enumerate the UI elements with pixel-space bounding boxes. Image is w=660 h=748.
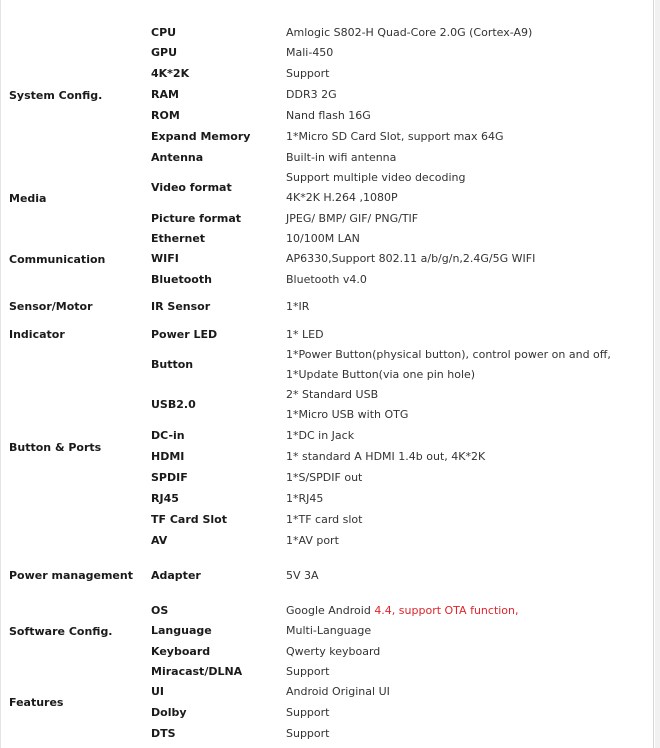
- value-ir-sensor: 1*IR: [286, 300, 310, 313]
- label-spdif: SPDIF: [151, 471, 188, 484]
- value-ui: Android Original UI: [286, 685, 390, 698]
- value-av: 1*AV port: [286, 534, 339, 547]
- label-dts: DTS: [151, 727, 176, 740]
- value-cpu: Amlogic S802-H Quad-Core 2.0G (Cortex-A9): [286, 26, 533, 39]
- label-miracast-dlna: Miracast/DLNA: [151, 665, 243, 678]
- label-hdmi: HDMI: [151, 450, 185, 463]
- value-bluetooth: Bluetooth v4.0: [286, 273, 367, 286]
- label-antenna: Antenna: [151, 151, 204, 164]
- label-picture-format: Picture format: [151, 212, 242, 225]
- label-gpu: GPU: [151, 46, 178, 59]
- label-language: Language: [151, 624, 212, 637]
- value-rom: Nand flash 16G: [286, 109, 371, 122]
- category-indicator: Indicator: [9, 328, 65, 341]
- category-power-management: Power management: [9, 569, 133, 582]
- label-av: AV: [151, 534, 168, 547]
- label-ir-sensor: IR Sensor: [151, 300, 211, 313]
- label-adapter: Adapter: [151, 569, 201, 582]
- label-dolby: Dolby: [151, 706, 187, 719]
- value-gpu: Mali-450: [286, 46, 334, 59]
- value-os: [286, 604, 519, 617]
- value-4k2k: Support: [286, 67, 330, 80]
- value-spdif: 1*S/SPDIF out: [286, 471, 363, 484]
- value-os-plain: Google Android: [286, 604, 375, 617]
- label-rj45: RJ45: [151, 492, 179, 505]
- label-usb20: USB2.0: [151, 398, 196, 411]
- category-button-ports: Button & Ports: [9, 441, 102, 454]
- value-antenna: Built-in wifi antenna: [286, 151, 397, 164]
- value-adapter: 5V 3A: [286, 569, 319, 582]
- label-button: Button: [151, 358, 194, 371]
- value-wifi: AP6330,Support 802.11 a/b/g/n,2.4G/5G WIFI: [286, 252, 536, 265]
- value-language: Multi-Language: [286, 624, 372, 637]
- label-video-format: Video format: [151, 181, 232, 194]
- value-button-2: 1*Update Button(via one pin hole): [286, 368, 476, 381]
- label-os: OS: [151, 604, 169, 617]
- label-power-led: Power LED: [151, 328, 218, 341]
- value-rj45: 1*RJ45: [286, 492, 324, 505]
- label-ui: UI: [151, 685, 165, 698]
- value-video-format-2: 4K*2K H.264 ,1080P: [286, 191, 398, 204]
- value-picture-format: JPEG/ BMP/ GIF/ PNG/TIF: [286, 212, 419, 225]
- label-expand-memory: Expand Memory: [151, 130, 251, 143]
- label-tf-card-slot: TF Card Slot: [151, 513, 227, 526]
- label-4k2k: 4K*2K: [151, 67, 190, 80]
- value-tf-card-slot: 1*TF card slot: [286, 513, 363, 526]
- category-communication: Communication: [9, 253, 106, 266]
- category-features: Features: [9, 696, 64, 709]
- value-video-format-1: Support multiple video decoding: [286, 171, 466, 184]
- value-ethernet: 10/100M LAN: [286, 232, 360, 245]
- value-usb20-1: 2* Standard USB: [286, 388, 379, 401]
- label-cpu: CPU: [151, 26, 177, 39]
- label-bluetooth: Bluetooth: [151, 273, 212, 286]
- vertical-scrollbar[interactable]: [655, 0, 660, 748]
- value-ram: DDR3 2G: [286, 88, 337, 101]
- value-power-led: 1* LED: [286, 328, 324, 341]
- value-usb20-2: 1*Micro USB with OTG: [286, 408, 409, 421]
- value-hdmi: 1* standard A HDMI 1.4b out, 4K*2K: [286, 450, 486, 463]
- label-wifi: WIFI: [151, 252, 179, 265]
- label-rom: ROM: [151, 109, 180, 122]
- label-ethernet: Ethernet: [151, 232, 206, 245]
- value-dolby: Support: [286, 706, 330, 719]
- value-os-highlight: 4.4, support OTA function,: [374, 604, 519, 617]
- value-button-1: 1*Power Button(physical button), control power on and off,: [286, 348, 611, 361]
- label-dc-in: DC-in: [151, 429, 185, 442]
- category-software-config: Software Config.: [9, 625, 113, 638]
- label-ram: RAM: [151, 88, 179, 101]
- value-dts: Support: [286, 727, 330, 740]
- value-keyboard: Qwerty keyboard: [286, 645, 381, 658]
- category-media: Media: [9, 192, 47, 205]
- category-sensor-motor: Sensor/Motor: [9, 300, 93, 313]
- category-system-config: System Config.: [9, 89, 103, 102]
- value-miracast-dlna: Support: [286, 665, 330, 678]
- value-expand-memory: 1*Micro SD Card Slot, support max 64G: [286, 130, 504, 143]
- value-dc-in: 1*DC in Jack: [286, 429, 355, 442]
- label-keyboard: Keyboard: [151, 645, 211, 658]
